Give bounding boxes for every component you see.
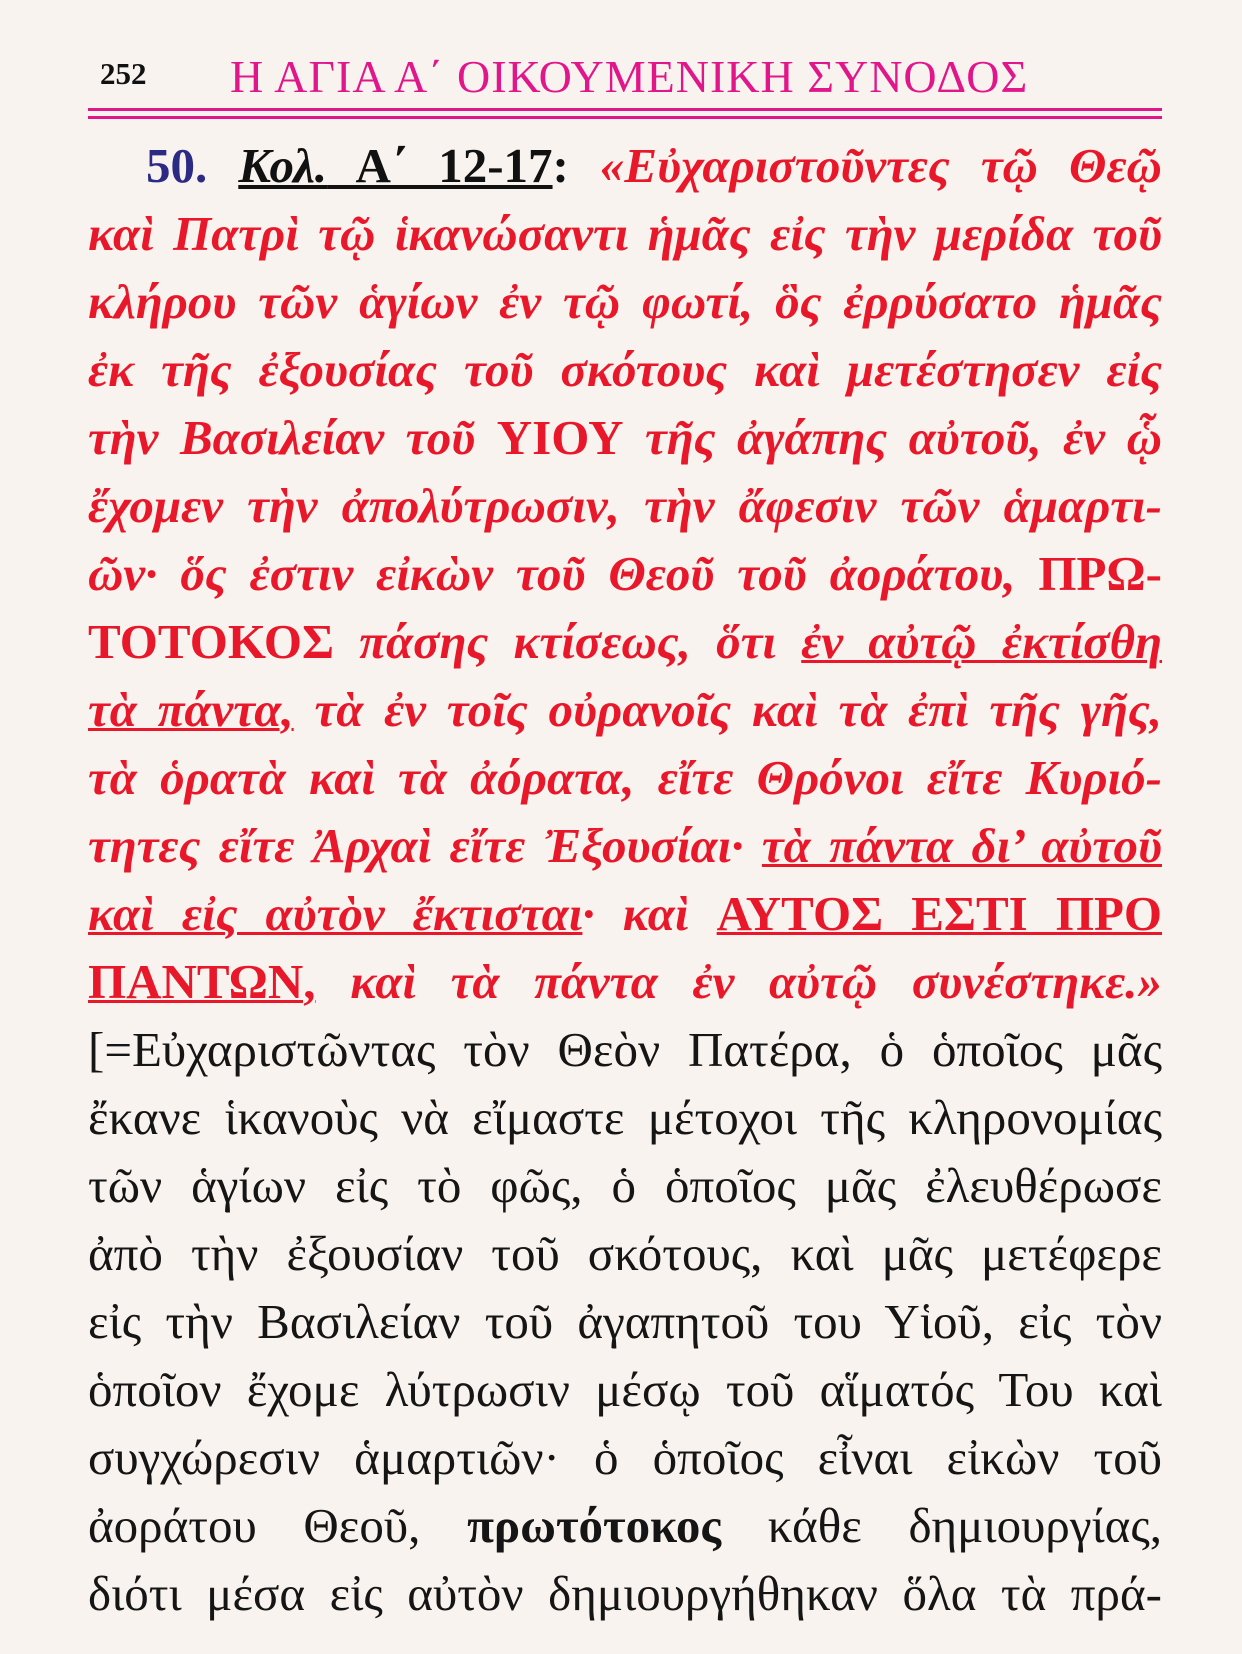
quote-text-caps: ΥΙΟΥ <box>496 410 624 465</box>
quote-text: πάσης κτίσεως, ὅτι <box>333 614 802 669</box>
translation-line-9: διότι μέσα εἰς αὐτὸν δημιουργήθηκαν ὅλα τὰ πρά- <box>88 1566 1162 1621</box>
translation-line-7: συγχώρεσιν ἁμαρτιῶν· ὁ ὁποῖος εἶναι εἰκὼν τοῦ <box>88 1430 1162 1485</box>
reference-colon: : <box>552 138 569 193</box>
quote-text-caps: ΤΟΤΟΚΟΣ <box>88 614 334 669</box>
translation-line-3: τῶν ἁγίων εἰς τὸ φῶς, ὁ ὁποῖος μᾶς ἐλευθέρωσε <box>88 1158 1162 1213</box>
quote-line-10: τὰ ὁρατὰ καὶ τὰ ἀόρατα, εἴτε Θρόνοι εἴτε Κυριό- <box>88 750 1162 805</box>
quote-text: ῶν· ὅς ἐστιν εἰκὼν τοῦ Θεοῦ τοῦ ἀοράτου, <box>88 546 1039 601</box>
quote-line-11 <box>88 812 1162 880</box>
quote-text-caps: ΠΡΩ- <box>1038 546 1162 601</box>
quote-line-13 <box>88 948 1162 1016</box>
scripture-quote <box>88 132 1162 1016</box>
underlined-caps-phrase: ΑΥΤΟΣ ΕΣΤΙ ΠΡΟ <box>716 886 1162 941</box>
quote-text: καὶ τὰ πάντα ἐν αὐτῷ συνέστηκε.» <box>315 954 1162 1009</box>
quote-text: τὰ ἐν τοῖς οὐρανοῖς καὶ τὰ ἐπὶ τῆς γῆς, <box>293 682 1162 737</box>
quote-line-1 <box>88 132 1162 200</box>
quote-line-2: καὶ Πατρὶ τῷ ἱκανώσαντι ἡμᾶς εἰς τὴν μερίδα τοῦ <box>88 206 1162 261</box>
translation-paragraph <box>88 1016 1162 1628</box>
page-body <box>88 132 1162 1628</box>
quote-line-6: ἔχομεν τὴν ἀπολύτρωσιν, τὴν ἄφεσιν τῶν ἁμαρτι- <box>88 478 1162 533</box>
quote-text: τὴν Βασιλείαν τοῦ <box>88 410 497 465</box>
underlined-phrase: καὶ εἰς αὐτὸν ἔκτισται <box>88 886 583 941</box>
quote-text: τῆς ἀγάπης αὐτοῦ, ἐν ᾧ <box>623 410 1163 465</box>
running-title: Η ΑΓΙΑ Α΄ ΟΙΚΟΥΜΕΝΙΚΗ ΣΥΝΟΔΟΣ <box>230 51 1029 102</box>
bold-term: πρωτότοκος <box>467 1498 722 1553</box>
page-number: 252 <box>100 56 147 91</box>
translation-line-1: [=Εὐχαριστῶντας τὸν Θεὸν Πατέρα, ὁ ὁποῖος μᾶς <box>88 1022 1162 1077</box>
verse-number: 50. <box>146 138 208 193</box>
translation-text: ἀοράτου Θεοῦ, <box>88 1498 468 1553</box>
translation-text: κάθε δημιουργίας, <box>721 1498 1162 1553</box>
reference-book: Κολ. <box>238 138 328 193</box>
header-rule-top <box>88 108 1162 111</box>
underlined-phrase: τὰ πάντα, <box>88 682 294 737</box>
underlined-caps-phrase: ΠΑΝΤΩΝ, <box>88 954 316 1009</box>
underlined-phrase: ἐν αὐτῷ ἐκτίσθη <box>801 614 1163 669</box>
translation-line-2: ἔκανε ἱκανοὺς νὰ εἴμαστε μέτοχοι τῆς κληρονομίας <box>88 1090 1162 1145</box>
quote-text: · καὶ <box>582 886 717 941</box>
translation-line-6: ὁποῖον ἔχομε λύτρωσιν μέσῳ τοῦ αἵματός Του καὶ <box>88 1362 1162 1417</box>
quote-line-9 <box>88 676 1162 744</box>
quote-line-7 <box>88 540 1162 608</box>
translation-line-8 <box>88 1492 1162 1560</box>
quote-line-5 <box>88 404 1162 472</box>
quote-line-8 <box>88 608 1162 676</box>
reference-chapter: Α΄ 12-17 <box>327 138 553 193</box>
quote-line-4: ἐκ τῆς ἐξουσίας τοῦ σκότους καὶ μετέστησεν εἰς <box>88 342 1162 397</box>
quote-text: «Εὐχαριστοῦντες τῷ Θεῷ <box>568 138 1162 193</box>
translation-line-4: ἀπὸ τὴν ἐξουσίαν τοῦ σκότους, καὶ μᾶς μετέφερε <box>88 1226 1162 1281</box>
underlined-phrase: τὰ πάντα δι’ αὐτοῦ <box>761 818 1162 873</box>
quote-line-3: κλήρου τῶν ἁγίων ἐν τῷ φωτί, ὃς ἐρρύσατο ἡμᾶς <box>88 274 1162 329</box>
quote-line-12 <box>88 880 1162 948</box>
header-rule-bottom <box>88 116 1162 119</box>
page-header <box>88 50 1162 100</box>
translation-line-5: εἰς τὴν Βασιλείαν τοῦ ἀγαπητοῦ του Υἱοῦ, εἰς τὸν <box>88 1294 1162 1349</box>
quote-text: τητες εἴτε Ἀρχαὶ εἴτε Ἐξουσίαι· <box>88 818 762 873</box>
